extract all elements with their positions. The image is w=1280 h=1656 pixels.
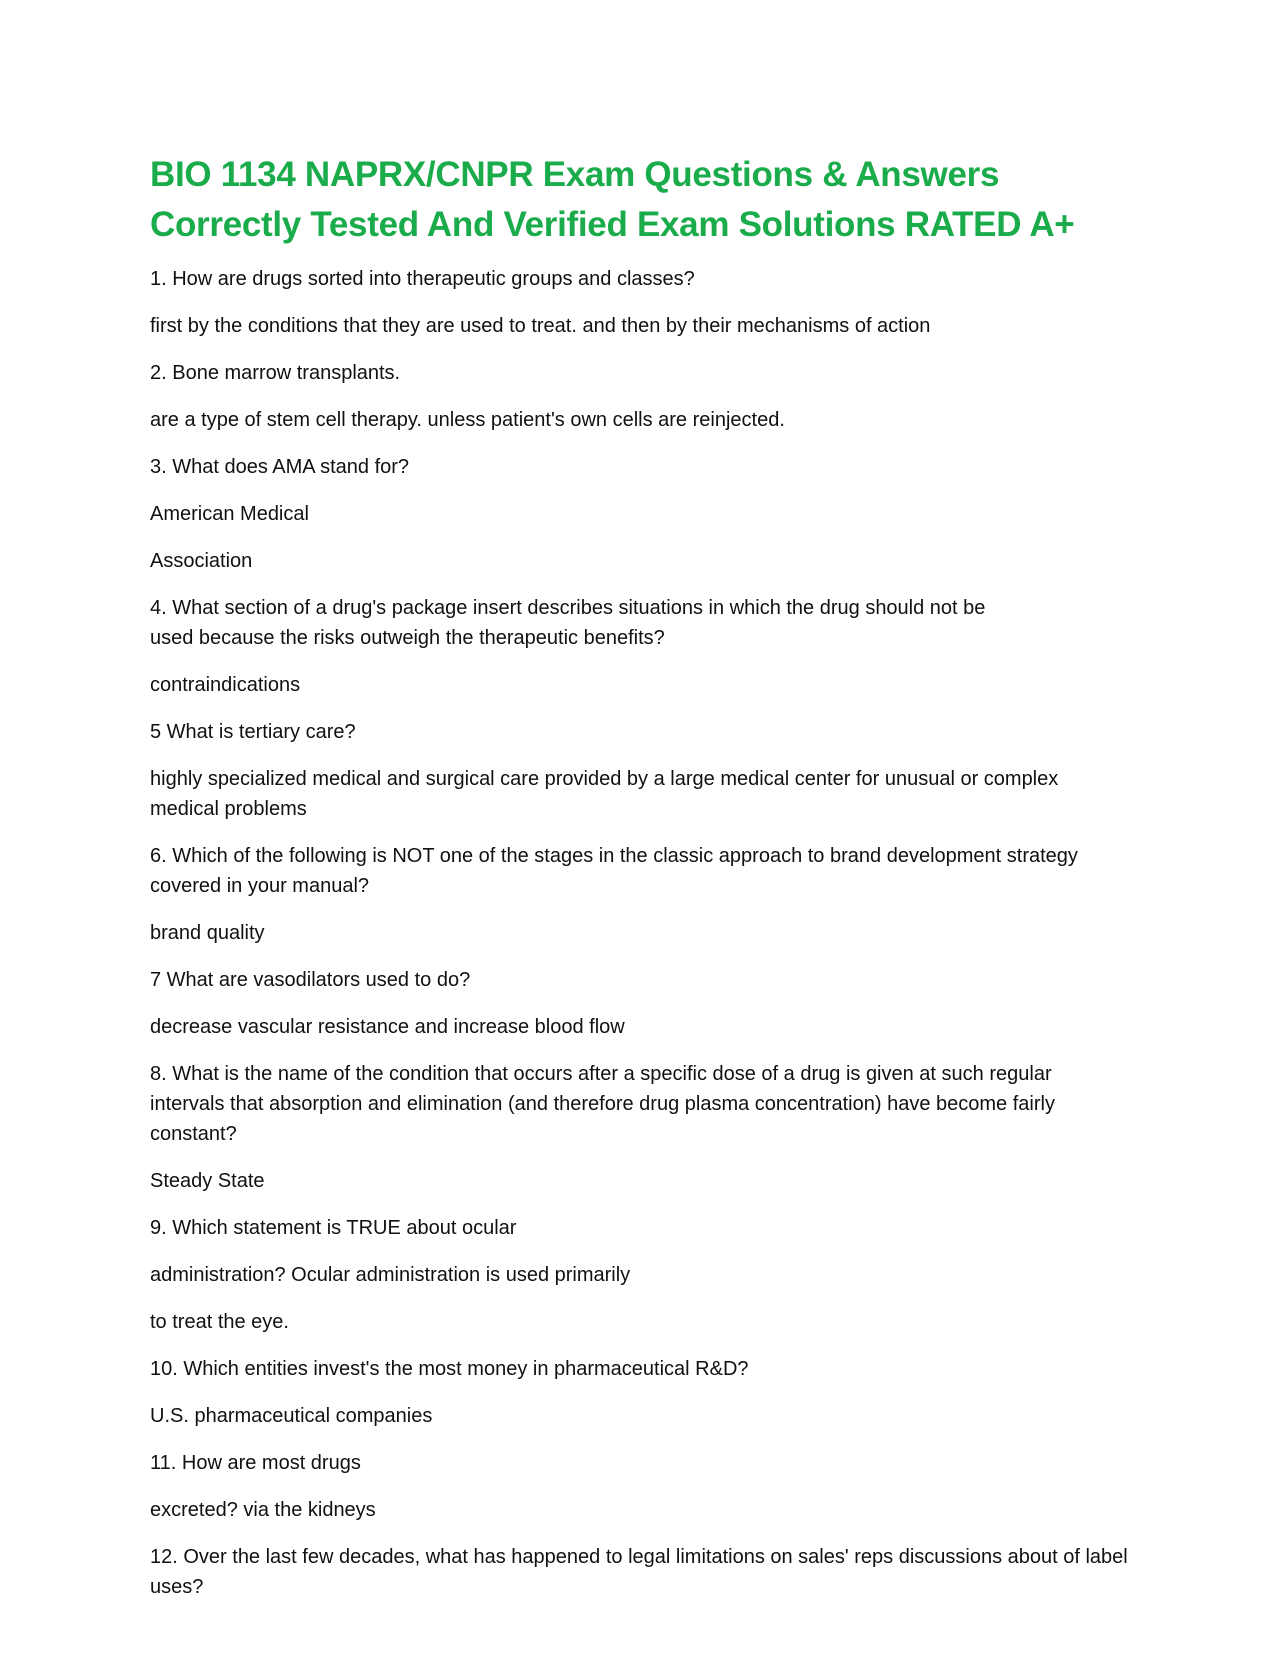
question-9-part-2: administration? Ocular administration is used primarily xyxy=(150,1264,631,1286)
document-page xyxy=(150,150,1140,1619)
question-7: 7 What are vasodilators used to do? xyxy=(150,969,471,991)
question-6: 6. Which of the following is NOT one of the stages in the classic approach to brand development strategy covered in your manual? xyxy=(150,845,1078,897)
answer-11: excreted? via the kidneys xyxy=(150,1499,376,1521)
question-3: 3. What does AMA stand for? xyxy=(150,456,410,478)
answer-8: Steady State xyxy=(150,1170,265,1192)
answer-7: decrease vascular resistance and increase blood flow xyxy=(150,1016,625,1038)
question-8: 8. What is the name of the condition that occurs after a specific dose of a drug is given at such regular intervals that absorption and elimination (and therefore drug plasma concentration) have become fairly constant? xyxy=(150,1063,1055,1145)
question-1: 1. How are drugs sorted into therapeutic groups and classes? xyxy=(150,268,695,290)
question-10: 10. Which entities invest's the most money in pharmaceutical R&D? xyxy=(150,1358,749,1380)
title-line-1: BIO 1134 NAPRX/CNPR Exam Questions & Answers xyxy=(150,155,1000,194)
answer-4: contraindications xyxy=(150,674,301,696)
answer-1: first by the conditions that they are used to treat. and then by their mechanisms of action xyxy=(150,315,931,337)
document-title xyxy=(150,150,1140,250)
title-line-2: Correctly Tested And Verified Exam Solutions RATED A+ xyxy=(150,205,1075,244)
question-12: 12. Over the last few decades, what has happened to legal limitations on sales' reps discussions about of label uses? xyxy=(150,1546,1128,1598)
question-11: 11. How are most drugs xyxy=(150,1452,361,1474)
answer-5: highly specialized medical and surgical care provided by a large medical center for unusual or complex medical problems xyxy=(150,768,1059,820)
answer-9: to treat the eye. xyxy=(150,1311,289,1333)
answer-10: U.S. pharmaceutical companies xyxy=(150,1405,433,1427)
answer-6: brand quality xyxy=(150,922,265,944)
answer-3-part-2: Association xyxy=(150,550,253,572)
question-5: 5 What is tertiary care? xyxy=(150,721,356,743)
question-4: 4. What section of a drug's package insert describes situations in which the drug should not be used because the risks outweigh the therapeutic benefits? xyxy=(150,597,986,649)
answer-2: are a type of stem cell therapy. unless patient's own cells are reinjected. xyxy=(150,409,785,431)
question-2: 2. Bone marrow transplants. xyxy=(150,362,401,384)
answer-3-part-1: American Medical xyxy=(150,503,309,525)
question-9-part-1: 9. Which statement is TRUE about ocular xyxy=(150,1217,517,1239)
